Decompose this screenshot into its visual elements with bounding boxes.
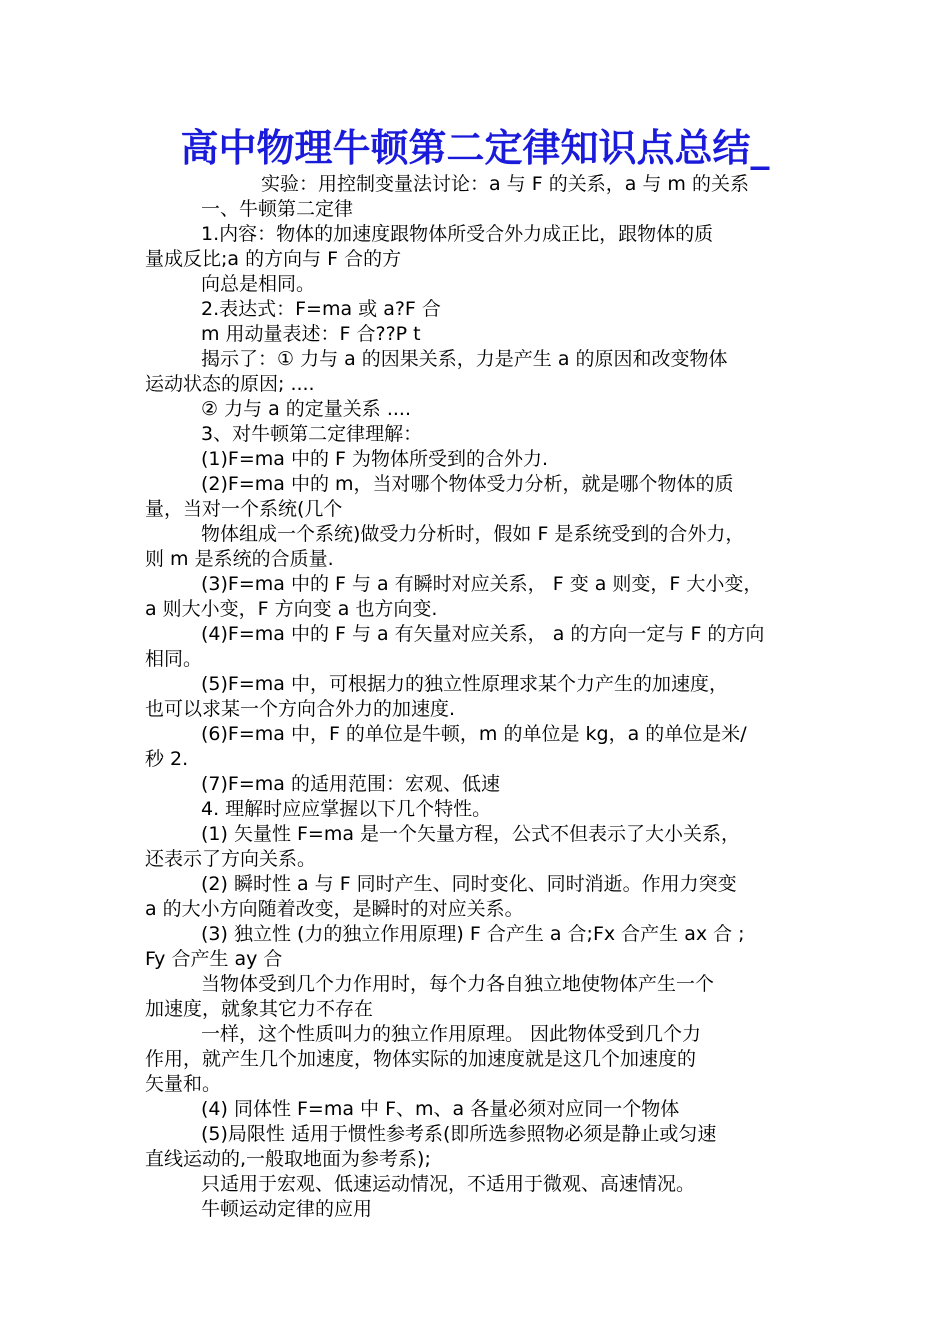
body-line: (5)F=ma 中，可根据力的独立性原理求某个力产生的加速度， [201, 673, 728, 695]
body-line: 也可以求某一个方向合外力的加速度. [145, 698, 456, 720]
body-line: 运动状态的原因; .... [145, 373, 315, 395]
body-line: 4. 理解时应应掌握以下几个特性。 [201, 798, 492, 820]
body-line: 作用，就产生几个加速度，物体实际的加速度就是这几个加速度的 [145, 1048, 697, 1070]
body-line: 加速度，就象其它力不存在 [145, 998, 374, 1020]
body-line: (4)F=ma 中的 F 与 a 有矢量对应关系， a 的方向一定与 F 的方向 [201, 623, 765, 645]
body-line: (6)F=ma 中，F 的单位是牛顿，m 的单位是 kg，a 的单位是米/ [201, 723, 747, 745]
body-line: 量，当对一个系统(几个 [145, 498, 343, 520]
body-line: 只适用于宏观、低速运动情况，不适用于微观、高速情况。 [201, 1173, 696, 1195]
body-line: 一样，这个性质叫力的独立作用原理。 因此物体受到几个力 [201, 1023, 702, 1045]
body-line: (3) 独立性 (力的独立作用原理) F 合产生 a 合;Fx 合产生 ax 合 ; [201, 923, 745, 945]
body-line: (1) 矢量性 F=ma 是一个矢量方程，公式不但表示了大小关系， [201, 823, 741, 845]
body-line: m 用动量表述：F 合??P t [201, 323, 421, 345]
body-line: (7)F=ma 的适用范围：宏观、低速 [201, 773, 500, 795]
body-line: a 则大小变，F 方向变 a 也方向变. [145, 598, 438, 620]
body-line: 2.表达式：F=ma 或 a?F 合 [201, 298, 441, 320]
body-line: 直线运动的,一般取地面为参考系); [145, 1148, 431, 1170]
body-line: (2) 瞬时性 a 与 F 同时产生、同时变化、同时消逝。作用力突变 [201, 873, 737, 895]
body-line: Fy 合产生 ay 合 [145, 948, 283, 970]
body-line: 相同。 [145, 648, 203, 670]
body-line: ② 力与 a 的定量关系 .... [201, 398, 411, 420]
body-line: (1)F=ma 中的 F 为物体所受到的合外力. [201, 448, 549, 470]
body-line: 一、牛顿第二定律 [201, 198, 354, 220]
document-body [145, 172, 811, 1222]
body-line: 矢量和。 [145, 1073, 222, 1095]
body-line: 物体组成一个系统)做受力分析时，假如 F 是系统受到的合外力， [201, 523, 745, 545]
body-line: 3、对牛顿第二定律理解： [201, 423, 423, 445]
body-line: 揭示了：① 力与 a 的因果关系，力是产生 a 的原因和改变物体 [201, 348, 728, 370]
body-line: 量成反比;a 的方向与 F 合的方 [145, 248, 402, 270]
body-line: a 的大小方向随着改变，是瞬时的对应关系。 [145, 898, 524, 920]
body-line: (5)局限性 适用于惯性参考系(即所选参照物必须是静止或匀速 [201, 1123, 717, 1145]
body-line: 向总是相同。 [201, 273, 316, 295]
document-title: 高中物理牛顿第二定律知识点总结_ [180, 126, 770, 170]
body-line: 则 m 是系统的合质量. [145, 548, 334, 570]
body-line: 当物体受到几个力作用时，每个力各自独立地使物体产生一个 [201, 973, 715, 995]
body-line: 实验：用控制变量法讨论：a 与 F 的关系，a 与 m 的关系 [261, 173, 749, 195]
body-line: (2)F=ma 中的 m，当对哪个物体受力分析，就是哪个物体的质 [201, 473, 734, 495]
body-line: 1.内容：物体的加速度跟物体所受合外力成正比，跟物体的质 [201, 223, 714, 245]
body-line: (3)F=ma 中的 F 与 a 有瞬时对应关系， F 变 a 则变，F 大小变， [201, 573, 763, 595]
body-line: 牛顿运动定律的应用 [201, 1198, 373, 1220]
body-line: (4) 同体性 F=ma 中 F、m、a 各量必须对应同一个物体 [201, 1098, 680, 1120]
body-line: 还表示了方向关系。 [145, 848, 317, 870]
body-line: 秒 2. [145, 748, 189, 770]
